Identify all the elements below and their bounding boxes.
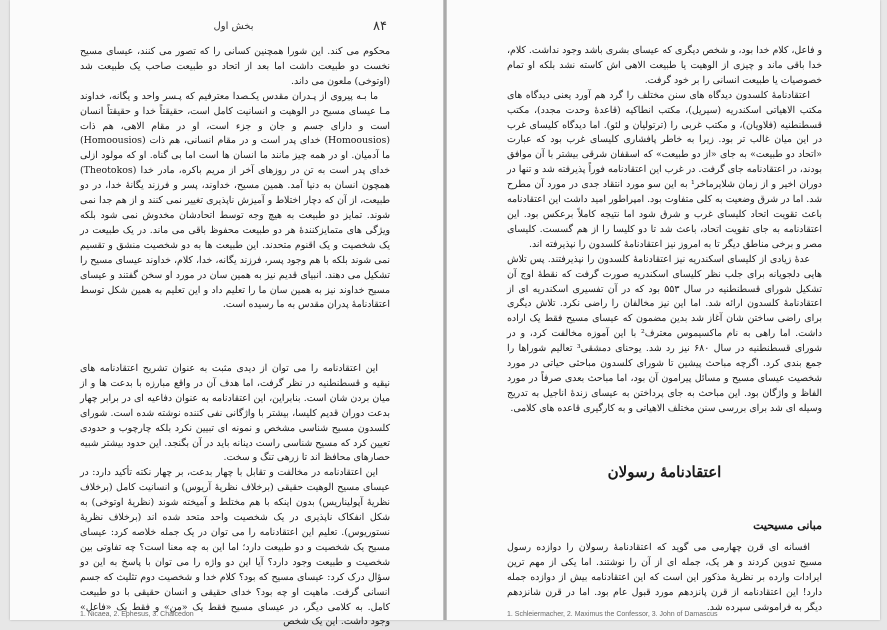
paragraph: محکوم می کند. این شورا همچنین کسانی را که تصور می کنند، عیسای مسیح نخست دو طبیعت داشت اما بعد از اتحاد دو طبیعت صاحب یک طبیعت شد (اوتوخی) ملعون می داند.: [80, 46, 390, 87]
right-text-block-top: [507, 44, 822, 417]
chapter-title: اعتقادنامهٔ رسولان: [607, 463, 722, 481]
paragraph: اعتقادنامهٔ کلسدون دیدگاه های سنن مختلف را گرد هم آورد یعنی دیدگاه های مکتب الاهیاتی اسکندریه (سیریل)، مکتب انطاکیه (قاعدهٔ وحدت مجدد)، مکتب قسطنطنیه (فلاویان)، و مکتب غربی را (ترتولیان و لئو). اما دیدگاه کلیسای غرب در این میان غالب تر بود. زیرا به خاطر پافشاری کلیسای غرب بود که عبارت «اتحاد دو طبیعت» به جای «از دو طبیعت» که اسقفان شرقی بیشتر با آن موافق بودند، در اعتقادنامه جای گرفت. در غرب این اعتقادنامه فوراً پذیرفته شد و تنها در دوران اخیر و از زمان شلایرماخر¹ به این سو مورد انتقاد جدی در مورد آن مطرح شد. اما در شرق وضعیت به کلی متفاوت بود. امپراطور امید داشت این اعتقادنامه باعث تقویت اتحاد کلیسای غرب و شرق شود اما نتیجه کاملاً برعکس بود. این اعتقادنامه به جای تقویت اتحاد، باعث شد تا دو کلیسا را از هم گسست. کلیسای مصر و برخی مناطق دیگر تا به امروز نیز اعتقادنامهٔ کلسدون را نپذیرفته اند.: [507, 89, 822, 250]
header-title: بخش اول: [213, 21, 254, 32]
paragraph: و فاعل، کلام خدا بود، و شخص دیگری که عیسای بشری باشد وجود نداشت. کلام، خدا باقی ماند و چیزی از الوهیت یا طبیعت الاهی اش کاسته نشد بلکه او تمام خصوصیات یا طبیعت انسانی را بر خود گرفت.: [507, 45, 822, 86]
footnote-line: 1. Schleiermacher, 2. Maximus the Confessor, 3. John of Damascus: [507, 611, 718, 618]
left-text-block-top: [80, 45, 390, 313]
paragraph: افسانه ای قرن چهارمی می گوید که اعتقادنامهٔ رسولان را دوازده رسول مسیح تدوین کردند و هر یک، جمله ای از آن را نوشتند. اما یکی از مهم ترین ایرادات وارده بر نظریهٔ مذکور این است که این اعتقادنامه بیش از دوازده جمله دارد! این اعتقادنامه از قرن پانزدهم مورد قبول عام بود. اما در قرن شانزدهم دیگر به فراموشی سپرده شد.: [507, 542, 822, 613]
paragraph: این اعتقادنامه در مخالفت و تقابل با چهار بدعت، بر چهار نکته تأکید دارد: در عیسای مسیح الوهیت حقیقی (برخلاف نظریهٔ آریوس) و انسانیت کامل (برخلاف نظریهٔ آپولیناریس) بدون اینکه با هم مختلط و آمیخته شوند (نظریهٔ اوتوخی) به شکل انفکاک ناپذیری در یک شخصیت واحد متحد شده اند (برخلاف نظریهٔ نستوریوس). تعلیم این اعتقادنامه را می توان در یک جمله خلاصه کرد: عیسای مسیح یک شخصیت و دو طبیعت دارد؛ اما این به چه معنا است؟ چه تفاوتی بین شخصیت و طبیعت وجود دارد؟ آیا این دو واژه را می توان با پاسخ به این دو سؤال درک کرد: عیسای مسیح که بود؟ کلام خدا و شخصیت دوم تثلیث که جسم انسانی گرفت. ماهیت او چه بود؟ خدای حقیقی و انسان حقیقی با دو طبیعت کامل. به کلامی دیگر، در عیسای مسیح فقط یک «من» و فقط یک «فاعل» وجود داشت. این یک شخص: [80, 467, 390, 628]
paragraph: این اعتقادنامه را می توان از دیدی مثبت به عنوان تشریح اعتقادنامه های نیقیه و قسطنطنیه در نظر گرفت، اما هدف آن در واقع مبارزه با بدعت ها و از میان بردن شان است. بنابراین، این اعتقادنامه به عنوان دفاعیه ای در برابر چهار بدعت دوران قدیم کلیسا، بیشتر با واژگانی نفی کننده نوشته شده است. شورای کلسدون مسیح شناسی مشخص و نمونه ای تبیین نکرد بلکه چارچوب و حدودی تعیین کرد که مسیح شناسی راست دینانه باید در آن بگنجد. این حدود بیشتر شبیه حصارهای محافظ اند تا زرهی تنگ و سخت.: [80, 363, 390, 464]
right-page: [447, 0, 880, 620]
left-page: [10, 0, 443, 628]
section-title: مبانی مسیحیت: [753, 519, 822, 532]
footnote-line: 1. Nicaea, 2. Ephesus, 3. Chalcedon: [80, 611, 194, 618]
left-text-block-bottom: [80, 362, 390, 630]
paragraph: ما بـه پیروی از پـدران مقدس یکـصدا معترفیم که پـسر واحد و یگانه، خداوند مـا عیسای مسیح در الوهیت و انسانیت کامل است، حقیقتاً خدا و حقیقتاً انسان است و دارای جسم و جان و جزء است، او در مقام الاهی، هم ذات (Homoousios) خدای پدر است و در مقام انسانی، هم ذات (Homoousios) ما آدمیان. او در همه چیز مانند ما انسان ها است اما بی گناه. او که مولود ازلی خدای پدر است به تن در روزهای آخر از مریم باکره، مادر خدا (Theotokos) همچون انسان به دنیا آمد. همین مسیح، خداوند، پسر و فرزند یگانهٔ خدا، در دو طبیعت، از آن که دچار اختلاط و آمیزش ناپذیری تغییر نمی کنند و از هم جدا نمی شوند. تمایز دو طبیعت به هیچ وجه توسط اتحادشان مخدوش نمی شود بلکه ویژگی های متمایزکنندهٔ هر دو طبیعت محفوظ باقی می ماند. در یک طبیعت در یک شخصیت و یک اقنوم متحدند. این طبیعت ها به دو شخصیت منشق و تقسیم نمی شوند بلکه با هم وجود پسر، فرزند یگانه، خدا، کلام، خداوند عیسای مسیح را تشکیل می دهند. انبیای قدیم نیز به همین سان در مورد او سخن گفتند و عیسای مسیح خداوند نیز به همین سان ما را تعلیم داد و این تعلیم به همین شکل توسط اعتقادنامهٔ پدران مقدس به ما رسیده است.: [80, 90, 390, 311]
paragraph: عدهٔ زیادی از کلیسای اسکندریه نیز اعتقادنامهٔ کلسدون را نپذیرفتند. پس تلاش هایی دلجویانه برای جلب نظر کلیسای اسکندریه صورت گرفت که نقطهٔ اوج آن تشکیل شورای قسطنطنیه در سال ۵۵۳ بود که در آن تفسیری اسکندریه ای از اعتقادنامهٔ کلسدون ارائه شد. اما این نیز مخالفان را راضی نکرد. تلاش دیگری برای راضی ساختن شان آغاز شد بدین مضمون که عیسای مسیح فقط یک اراده داشت. اما راهی به نام ماکسیموس معترف² با این آموزه مخالفت کرد، و در شورای قسطنطنیه در سال ۶۸۰ نیز رد شد. یوحنای دمشقی³ تعالیم شوراها را جمع بندی کرد. اگرچه مباحث پیشین تا شورای کلسدون مباحثی حیاتی در مورد شخصیت عیسای مسیح و مسائل پیرامون آن بود، اما مباحث بعدی صرفاً در مورد الفاظ و واژگان بود. این مباحث به جای پرداختن به عیسای زندهٔ اناجیل به تدریج وسیله ای شد برای بررسی سنن مختلف الاهیاتی و به کارگیری قاعده های کلامی.: [507, 253, 823, 414]
page-number: ۸۴: [373, 19, 387, 34]
right-text-block-bottom: [507, 541, 822, 616]
book-spread: [10, 0, 880, 628]
running-head: [80, 21, 387, 37]
